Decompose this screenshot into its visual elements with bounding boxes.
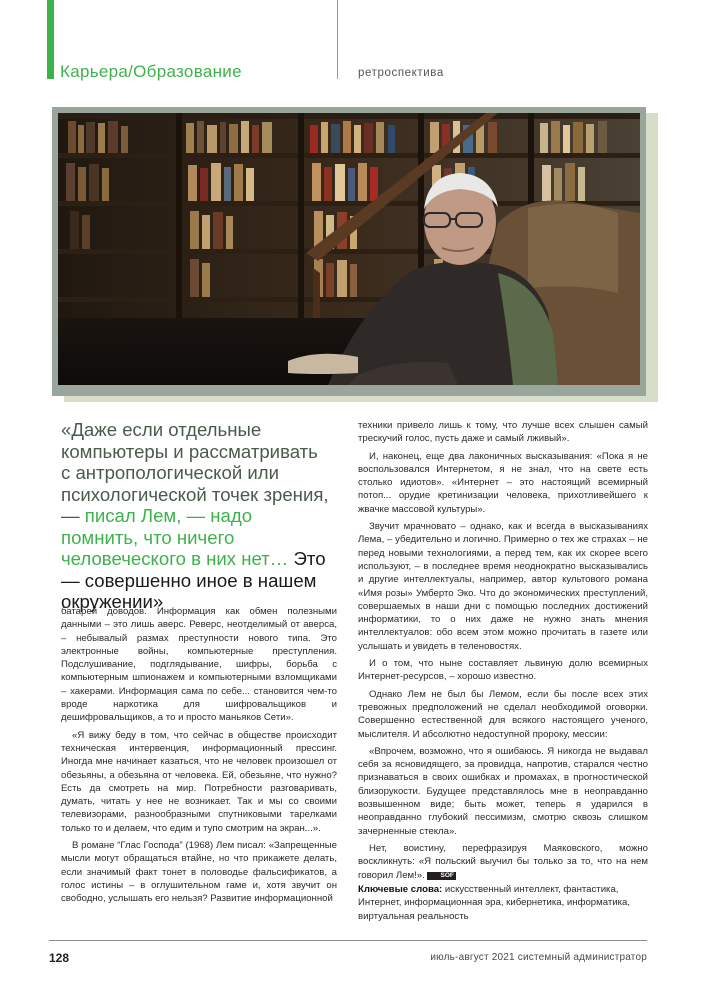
pull-quote-part2: писал Лем, — надо помнить, что ничего человеческого в них нет… (61, 505, 289, 569)
footer-divider (49, 940, 647, 941)
pull-quote-part3: Это — совершенно иное в нашем окружении» (61, 548, 326, 612)
paragraph: Звучит мрачновато – однако, как и всегда в высказываниях Лема, – убедительно и логично. Примерно о тех же страхах – не перед новыми технологиями, а перед тем, как их скорее всего используют, – в последнее время неоднократно высказывались и другие интеллектуалы, например, автор культового романа «Имя розы» Умберто Эко. Что до экономических преступлений, совершаемых в наши дни с помощью последних достижений информатики, то о них даже не нужно знать мнения интеллектуалов: обо всем этом можно прочитать в газете или услышать и увидеть в теленовостях. (358, 521, 648, 652)
paragraph: Однако Лем не был бы Лемом, если бы после всех этих тревожных предположений не сделал необходимой оговорки. Совершенно естественной для всякого настоящего ученого, мыслителя. И абсолютно недоступной пророку, мессии: (358, 688, 648, 740)
paragraph: И, наконец, еще два лаконичных высказывания: «Пока я не воспользовался Интернетом, я не знал, что на свете есть столько идиотов». «Интернет – это настоящий всемирный потоп... орудие кретинизации человека, прихотливейшего к жвачке массовой культуры». (358, 450, 648, 515)
rubric-label: ретроспектива (358, 67, 444, 79)
paragraph: И о том, что ныне составляет львиную долю всемирных Интернет-ресурсов, – хорошо известно. (358, 658, 648, 683)
paragraph: техники привело лишь к тому, что лучше всех слышен самый трескучий голос, пусть даже и самый лживый». (358, 420, 648, 445)
article-photo (58, 113, 640, 385)
article-column-left (61, 605, 337, 906)
paragraph: В романе “Глас Господа” (1968) Лем писал: «Запрещенные мысли могут обращаться втайне, но что прикажете делать, если значимый факт тонет в половодье фальсификатов, а голос истины – в оглушительном гаме и, хотя звучит он свободно, услышать его нельзя? Развитие информационной (61, 840, 337, 905)
paragraph-last-text: Нет, воистину, перефразируя Маяковского, можно воскликнуть: «Я польский выучил бы только за то, что на нем говорил Лем!». (358, 842, 648, 881)
end-of-article-mark: SOF (427, 872, 455, 880)
section-title: Карьера/Образование (60, 62, 242, 81)
keywords-label: Ключевые слова: (358, 884, 443, 895)
keywords (358, 883, 648, 923)
paragraph-last (358, 842, 648, 882)
page-number: 128 (49, 951, 70, 965)
keywords-text: искусственный интеллект, фантастика, Интернет, информационная эра, кибернетика, информатика, виртуальная реальность (358, 884, 631, 922)
issue-info: июль-август 2021 системный администратор (430, 952, 647, 963)
article-column-right (358, 419, 648, 882)
section-accent-bar (47, 0, 54, 79)
pull-quote-part1: «Даже если отдельные компьютеры и рассматривать с антропологической или психологической точек зрения, — (61, 419, 329, 526)
photo-illustration (58, 113, 640, 385)
paragraph: «Впрочем, возможно, что я ошибаюсь. Я никогда не выдавал себя за ясновидящего, за провидца, напротив, старался честно признаваться в своих ошибках и промахах, в прогностической близорукости. Будущее представлялось мне в неоправданно возвышенном виде; быть может, теперь я ударился в неоправданно глубокий пессимизм, смотрю сквозь слишком зачерненные стекла». (358, 745, 648, 837)
paragraph: «Я вижу беду в том, что сейчас в обществе происходит техническая интервенция, информационный прессинг. Иногда мне начинает казаться, что не человек произошел от обезьяны, а обезьяна от человека. Ей, обезьяне, что нужно? Есть да смотреть на мир. Потребности разговаривать, думать, читать у нее не возникает. Так и мы со своими телевизорами, разнообразными спутниковыми тарелками только то и делаем, что едим и тупо смотрим на экран...». (61, 729, 337, 834)
paragraph: батарей доводов. Информация как обмен полезными данными – это лишь аверс. Реверс, неотделимый от аверса, – небывалый размах преступности нового типа. Это электронные войны, компьютерные преступления. Подслушивание, подглядывание, шифры, борьба с компьютерным шпионажем и компьютерными взломщиками – хакерами. Информация сама по себе... становится чем-то вроде наркотика для шифровальщиков и дешифровальщиков, а то и просто маньяков Сети». (61, 606, 337, 724)
pull-quote (61, 419, 331, 613)
header-divider (337, 0, 338, 79)
